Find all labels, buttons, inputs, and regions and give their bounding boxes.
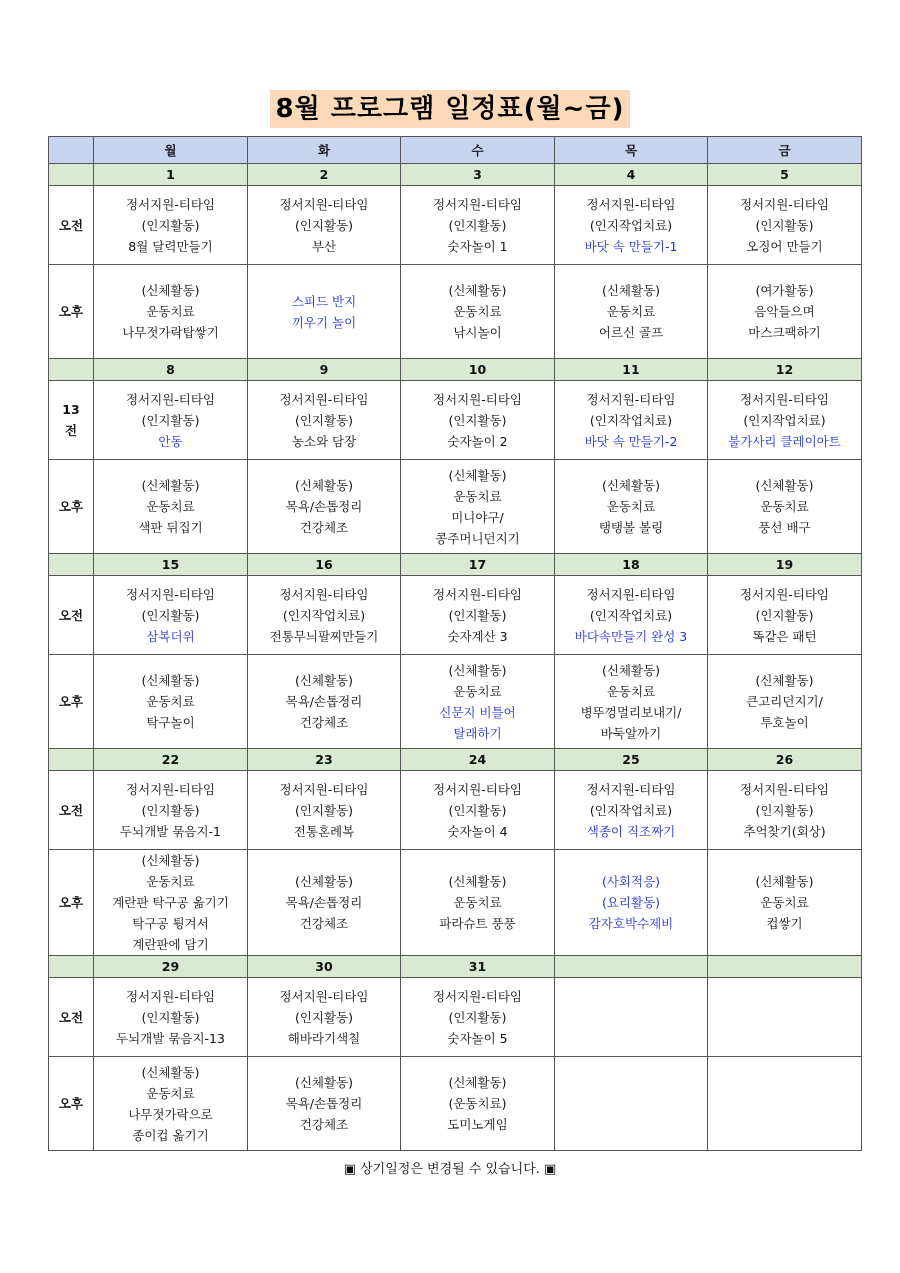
weekday-mon: 월 (94, 137, 248, 164)
afternoon-row (49, 850, 862, 956)
program-line: 운동치료 (453, 304, 502, 319)
date-row-corner (49, 359, 94, 381)
program-line: (인지활동) (141, 607, 200, 623)
program-line: (신체활동) (141, 1064, 200, 1080)
date-row-corner (49, 956, 94, 978)
program-line: (인지작업치료) (589, 802, 673, 818)
program-line: (신체활동) (294, 1075, 354, 1090)
program-line: 정서지원-티타임 (125, 196, 216, 212)
program-line: 정서지원-티타임 (739, 586, 830, 602)
program-line: 계란판 탁구공 옮기기 (112, 895, 229, 910)
date-row (49, 956, 862, 978)
program-cell (248, 576, 401, 655)
date-cell: 18 (555, 554, 708, 576)
program-line: (사회적응) (601, 874, 661, 889)
program-cell (401, 850, 555, 956)
program-cell (555, 655, 708, 749)
program-line: (신체활동) (294, 478, 354, 493)
program-line: 건강체조 (299, 520, 349, 535)
program-cell (401, 265, 555, 359)
program-line: 정서지원-티타임 (739, 781, 830, 797)
program-line: (인지활동) (294, 412, 354, 428)
program-line: 낚시놀이 (453, 325, 502, 340)
date-cell: 2 (248, 164, 401, 186)
program-line: (신체활동) (755, 673, 814, 688)
date-cell: 24 (401, 749, 555, 771)
afternoon-label: 오후 (49, 265, 94, 359)
program-line: (인지작업치료) (589, 217, 673, 233)
morning-label: 13 전 (49, 381, 94, 460)
program-line: 건강체조 (299, 1117, 349, 1132)
program-line: 목욕/손톱정리 (285, 694, 363, 709)
program-cell (94, 771, 248, 850)
program-line: 삼복더위 (146, 628, 195, 644)
program-line: 바다속만들기 완성 3 (574, 628, 688, 644)
program-cell (248, 186, 401, 265)
program-line: 운동치료 (453, 683, 502, 699)
program-line: 두뇌개발 묶음지-1 (120, 823, 221, 839)
program-line: (운동치료) (448, 1096, 507, 1111)
program-line: (신체활동) (141, 853, 200, 868)
program-line: (인지활동) (755, 607, 814, 623)
program-line: 숫자놀이 1 (447, 238, 508, 254)
program-line: 정서지원-티타임 (279, 196, 369, 212)
program-line: 운동치료 (146, 694, 195, 709)
date-cell: 9 (248, 359, 401, 381)
program-cell (708, 381, 862, 460)
title-area (0, 90, 900, 128)
date-cell: 23 (248, 749, 401, 771)
program-line: 파라슈트 풍풍 (439, 916, 516, 931)
date-row (49, 359, 862, 381)
morning-label: 오전 (49, 576, 94, 655)
program-line: 정서지원-티타임 (586, 391, 676, 407)
weekday-fri: 금 (708, 137, 862, 164)
program-line: 바둑알까기 (600, 725, 662, 741)
program-line: 운동치료 (146, 499, 195, 514)
program-line: 나무젓가락으로 (128, 1106, 213, 1122)
afternoon-row (49, 265, 862, 359)
program-cell (708, 978, 862, 1057)
program-cell (248, 381, 401, 460)
program-cell (708, 850, 862, 956)
program-line: (신체활동) (755, 874, 814, 889)
program-line: 오징어 만들기 (746, 238, 823, 254)
program-line: 정서지원-티타임 (432, 196, 523, 212)
program-cell (401, 186, 555, 265)
weekday-tue: 화 (248, 137, 401, 164)
program-cell (94, 1057, 248, 1151)
program-cell (94, 576, 248, 655)
program-line: (인지작업치료) (589, 607, 673, 623)
program-cell (401, 460, 555, 554)
date-cell: 11 (555, 359, 708, 381)
program-line: 건강체조 (299, 916, 349, 931)
program-line: (인지활동) (294, 217, 354, 233)
program-line: (인지작업치료) (589, 412, 673, 428)
program-line: 색판 뒤집기 (138, 520, 203, 535)
program-line: 숫자놀이 5 (447, 1030, 508, 1046)
date-cell: 15 (94, 554, 248, 576)
date-cell (555, 956, 708, 978)
program-line: 건강체조 (299, 715, 349, 730)
program-cell (401, 576, 555, 655)
afternoon-label: 오후 (49, 655, 94, 749)
program-cell (94, 850, 248, 956)
program-line: (신체활동) (141, 673, 200, 688)
program-line: (신체활동) (448, 662, 507, 678)
program-line: (신체활동) (294, 874, 354, 889)
date-cell: 10 (401, 359, 555, 381)
morning-label: 오전 (49, 978, 94, 1057)
program-line: 정서지원-티타임 (432, 391, 523, 407)
morning-row (49, 381, 862, 460)
date-row-corner (49, 749, 94, 771)
afternoon-label: 오후 (49, 460, 94, 554)
program-line: 탱탱볼 볼링 (598, 520, 664, 535)
program-line: (인지활동) (448, 802, 507, 818)
program-cell (401, 381, 555, 460)
program-cell (555, 460, 708, 554)
program-cell (401, 771, 555, 850)
program-line: 스피드 반지 (291, 293, 357, 309)
program-line: 정서지원-티타임 (279, 781, 369, 797)
morning-row (49, 771, 862, 850)
program-cell (555, 381, 708, 460)
program-line: 정서지원-티타임 (125, 988, 216, 1004)
program-cell (248, 460, 401, 554)
program-line: (인지활동) (141, 217, 200, 233)
program-cell (248, 771, 401, 850)
date-row (49, 749, 862, 771)
program-line: 콩주머니던지기 (435, 530, 520, 546)
date-cell: 3 (401, 164, 555, 186)
afternoon-row (49, 1057, 862, 1151)
morning-label: 오전 (49, 771, 94, 850)
program-line: 운동치료 (606, 683, 656, 699)
program-line: 탁구공 튕겨서 (132, 916, 209, 931)
program-line: 병뚜껑멀리보내기/ (580, 704, 682, 720)
program-line: 종이컵 옮기기 (132, 1127, 209, 1143)
program-line: 목욕/손톱정리 (285, 499, 363, 514)
program-cell (248, 265, 401, 359)
program-line: (신체활동) (141, 478, 200, 493)
program-line: 운동치료 (146, 304, 195, 319)
program-line: 추억찾기(회상) (743, 823, 826, 839)
program-line: 도미노게임 (447, 1117, 508, 1132)
program-line: (여가활동) (755, 283, 814, 298)
date-cell: 26 (708, 749, 862, 771)
date-cell: 12 (708, 359, 862, 381)
program-line: (신체활동) (141, 283, 200, 298)
program-cell (708, 265, 862, 359)
program-line: 탈래하기 (453, 725, 502, 741)
program-line: (인지작업치료) (743, 412, 826, 428)
program-cell (248, 655, 401, 749)
program-line: 계란판에 담기 (132, 937, 209, 952)
program-cell (708, 460, 862, 554)
program-line: 불가사리 클레이아트 (728, 433, 841, 449)
program-line: 정서지원-티타임 (586, 781, 676, 797)
date-cell: 8 (94, 359, 248, 381)
program-cell (708, 655, 862, 749)
program-line: (신체활동) (448, 283, 507, 298)
program-line: (인지활동) (448, 412, 507, 428)
program-line: 운동치료 (606, 499, 656, 514)
program-cell (94, 978, 248, 1057)
program-line: (인지작업치료) (282, 607, 366, 623)
program-line: 똑같은 패턴 (752, 628, 817, 644)
afternoon-row (49, 655, 862, 749)
page-title: 8월 프로그램 일정표(월~금) (270, 90, 631, 128)
program-cell (401, 655, 555, 749)
program-line: (인지활동) (294, 802, 354, 818)
program-cell (401, 1057, 555, 1151)
date-cell: 19 (708, 554, 862, 576)
program-line: 운동치료 (453, 895, 502, 910)
program-line: (인지활동) (448, 607, 507, 623)
program-line: 안동 (158, 433, 183, 449)
program-line: 정서지원-티타임 (279, 391, 369, 407)
program-line: (신체활동) (294, 673, 354, 688)
program-cell (248, 850, 401, 956)
date-row (49, 164, 862, 186)
program-line: 정서지원-티타임 (125, 586, 216, 602)
program-line: 컵쌓기 (766, 916, 803, 931)
date-cell: 4 (555, 164, 708, 186)
date-cell: 25 (555, 749, 708, 771)
program-line: 농소와 담장 (291, 433, 357, 449)
program-line: 목욕/손톱정리 (285, 895, 363, 910)
program-line: 운동치료 (760, 499, 809, 514)
program-line: 운동치료 (453, 488, 502, 504)
program-line: (신체활동) (601, 478, 661, 493)
program-line: (인지활동) (294, 1009, 354, 1025)
weekday-header-row (49, 137, 862, 164)
program-line: (신체활동) (448, 1075, 507, 1090)
program-line: 정서지원-티타임 (279, 988, 369, 1004)
date-cell: 1 (94, 164, 248, 186)
schedule-table (48, 136, 862, 1151)
program-line: 정서지원-티타임 (586, 586, 676, 602)
date-row-corner (49, 554, 94, 576)
program-cell (555, 978, 708, 1057)
program-cell (708, 1057, 862, 1151)
program-cell (555, 850, 708, 956)
program-cell (248, 978, 401, 1057)
program-line: 정서지원-티타임 (739, 196, 830, 212)
program-line: (인지활동) (141, 802, 200, 818)
morning-row (49, 186, 862, 265)
program-line: (신체활동) (448, 467, 507, 483)
program-cell (94, 186, 248, 265)
date-cell: 30 (248, 956, 401, 978)
program-line: 정서지원-티타임 (279, 586, 369, 602)
program-line: 나무젓가락탑쌓기 (122, 325, 219, 340)
program-line: 바닷 속 만들기-2 (584, 433, 678, 449)
program-line: 큰고리던지기/ (746, 694, 823, 709)
morning-label: 오전 (49, 186, 94, 265)
program-cell (248, 1057, 401, 1151)
date-cell: 22 (94, 749, 248, 771)
program-line: 투호놀이 (760, 715, 809, 730)
program-line: 해바라기색칠 (287, 1030, 361, 1046)
date-cell: 17 (401, 554, 555, 576)
program-line: 정서지원-티타임 (739, 391, 830, 407)
program-line: 전통무늬팔찌만들기 (269, 628, 379, 644)
program-line: 두뇌개발 묶음지-13 (116, 1030, 225, 1046)
program-cell (94, 655, 248, 749)
program-line: 전통혼례복 (293, 823, 355, 839)
program-cell (401, 978, 555, 1057)
date-cell: 29 (94, 956, 248, 978)
program-line: 신문지 비틀어 (439, 704, 516, 720)
program-line: 정서지원-티타임 (432, 988, 523, 1004)
program-line: 감자호박수제비 (588, 916, 674, 931)
program-line: 색종이 직조짜기 (586, 823, 676, 839)
program-line: 어르신 골프 (598, 325, 664, 340)
program-line: 바닷 속 만들기-1 (584, 238, 678, 254)
program-line: 끼우기 놀이 (291, 314, 357, 330)
program-cell (555, 265, 708, 359)
program-line: 음악들으며 (754, 304, 815, 319)
date-cell: 16 (248, 554, 401, 576)
program-line: (인지활동) (755, 217, 814, 233)
program-line: 운동치료 (760, 895, 809, 910)
program-line: 숫자놀이 4 (447, 823, 508, 839)
weekday-thu: 목 (555, 137, 708, 164)
program-line: (인지활동) (448, 217, 507, 233)
morning-row (49, 576, 862, 655)
program-line: 운동치료 (606, 304, 656, 319)
program-line: 마스크팩하기 (748, 325, 821, 340)
program-line: 정서지원-티타임 (586, 196, 676, 212)
header-corner (49, 137, 94, 164)
program-line: 운동치료 (146, 1085, 195, 1101)
date-cell: 5 (708, 164, 862, 186)
program-cell (94, 460, 248, 554)
program-line: (신체활동) (448, 874, 507, 889)
program-cell (708, 576, 862, 655)
program-line: 부산 (311, 238, 337, 254)
program-cell (555, 771, 708, 850)
date-cell (708, 956, 862, 978)
program-cell (555, 1057, 708, 1151)
program-line: (인지활동) (448, 1009, 507, 1025)
program-cell (708, 186, 862, 265)
date-row-corner (49, 164, 94, 186)
program-line: 정서지원-티타임 (432, 781, 523, 797)
program-cell (708, 771, 862, 850)
program-cell (94, 265, 248, 359)
date-row (49, 554, 862, 576)
program-line: 미니야구/ (451, 509, 504, 525)
program-cell (94, 381, 248, 460)
program-line: (인지활동) (141, 1009, 200, 1025)
program-line: 숫자놀이 2 (447, 433, 508, 449)
morning-row (49, 978, 862, 1057)
program-line: (신체활동) (601, 662, 661, 678)
program-line: 정서지원-티타임 (432, 586, 523, 602)
program-line: 목욕/손톱정리 (285, 1096, 363, 1111)
afternoon-label: 오후 (49, 1057, 94, 1151)
footer-note: ▣ 상기일정은 변경될 수 있습니다. ▣ (343, 1162, 557, 1177)
program-line: (인지활동) (755, 802, 814, 818)
afternoon-row (49, 460, 862, 554)
program-cell (555, 186, 708, 265)
program-line: 정서지원-티타임 (125, 781, 216, 797)
program-line: 정서지원-티타임 (125, 391, 216, 407)
afternoon-label: 오후 (49, 850, 94, 956)
program-line: 운동치료 (146, 874, 195, 889)
program-line: (신체활동) (755, 478, 814, 493)
program-line: (신체활동) (601, 283, 661, 298)
weekday-wed: 수 (401, 137, 555, 164)
program-line: (인지활동) (141, 412, 200, 428)
program-line: (요리활동) (601, 895, 661, 910)
program-line: 8월 달력만들기 (128, 238, 213, 254)
date-cell: 31 (401, 956, 555, 978)
program-line: 풍선 배구 (758, 520, 811, 535)
program-cell (555, 576, 708, 655)
program-line: 탁구놀이 (146, 715, 195, 730)
program-line: 숫자계산 3 (447, 628, 508, 644)
